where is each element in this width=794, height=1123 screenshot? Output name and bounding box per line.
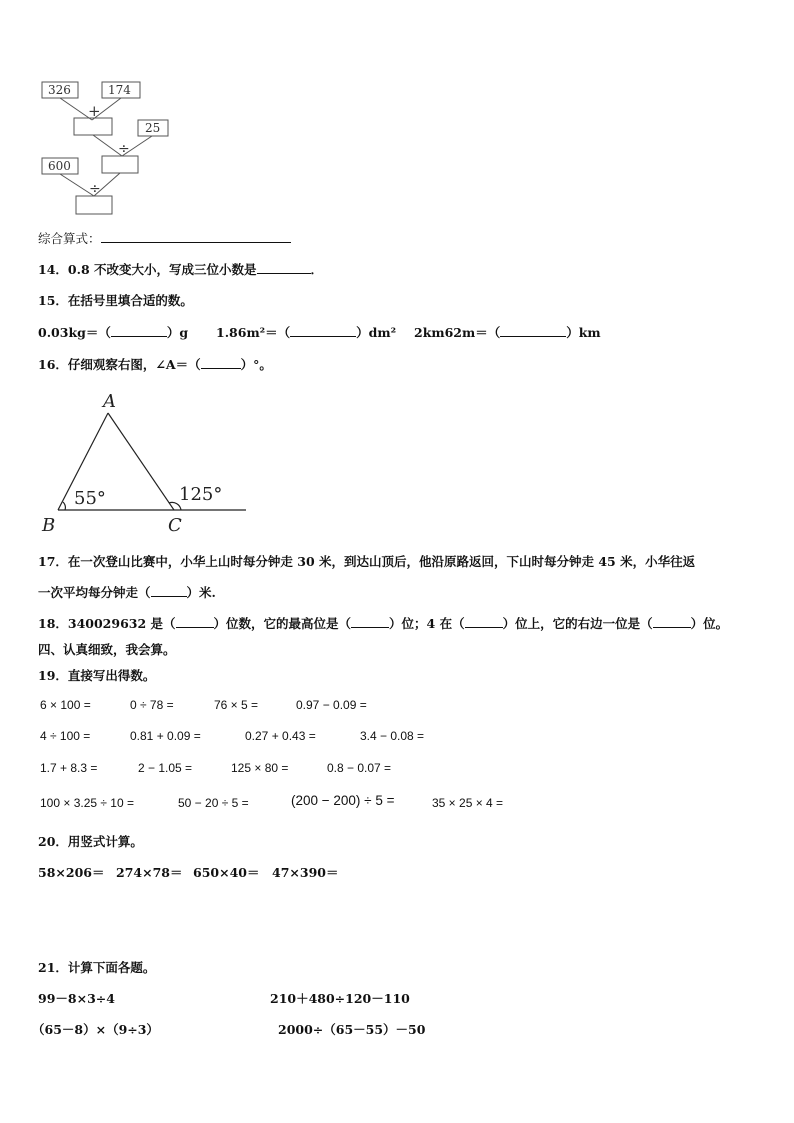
vertex-label-b: B [42, 515, 56, 536]
calculation-item: 99－8×3÷4 [38, 991, 115, 1006]
mental-math-item: 35 × 25 × 4 = [432, 796, 504, 810]
combined-blank [101, 242, 291, 243]
mental-math-item: 76 × 5 = [214, 698, 259, 712]
question-14: 14．0.8 不改变大小，写成三位小数是 ． [38, 262, 324, 277]
section-4-heading: 四、认真细致，我会算。 [38, 642, 176, 657]
question-17-line-1: 17．在一次登山比赛中，小华上山时每分钟走 30 米，到达山顶后，他沿原路返回，下山时每分钟走 45 米，小华往返 [38, 554, 696, 569]
calculation-item: （65－8）×（9÷3） [32, 1022, 159, 1037]
question-15-title: 15．在括号里填合适的数。 [38, 293, 193, 308]
flow-op-divide-2: ÷ [89, 181, 101, 197]
flow-op-plus: + [88, 102, 101, 120]
answer-blank [290, 336, 356, 337]
mental-math-item: 4 ÷ 100 = [40, 729, 91, 743]
answer-blank [151, 596, 187, 597]
angle-label-125: 125° [179, 484, 223, 505]
flow-label-600: 600 [48, 159, 71, 173]
question-15-item-1: 0.03kg＝（ ）g [38, 325, 189, 340]
answer-blank [257, 273, 311, 274]
flow-label-326: 326 [48, 83, 71, 97]
question-20-title: 20．用竖式计算。 [38, 834, 143, 849]
vertical-calc-item: 274×78＝ [116, 865, 183, 880]
question-15-item-2: 1.86m²＝（ ）dm² [216, 325, 397, 340]
answer-blank [111, 336, 167, 337]
answer-blank [465, 627, 503, 628]
answer-blank [176, 627, 214, 628]
mental-math-item: 2 − 1.05 = [138, 761, 193, 775]
calculation-item: 210＋480÷120－110 [270, 991, 410, 1006]
flow-op-divide-1: ÷ [118, 141, 130, 157]
flow-label-174: 174 [108, 83, 131, 97]
mental-math-item: 6 × 100 = [40, 698, 91, 712]
mental-math-item: 1.7 + 8.3 = [40, 761, 98, 775]
flow-box-result [76, 196, 112, 214]
vertical-calc-item: 58×206＝ [38, 865, 105, 880]
mental-math-item: 0.8 − 0.07 = [327, 761, 392, 775]
mental-math-item: (200 − 200) ÷ 5 = [291, 793, 395, 808]
combined-formula [38, 229, 291, 247]
question-16: 16．仔细观察右图，∠A＝（ ）°。 [38, 357, 272, 372]
question-17-line-2: 一次平均每分钟走（ ）米. [38, 585, 216, 600]
answer-blank [653, 627, 691, 628]
flow-label-25: 25 [145, 121, 161, 135]
question-15-item-3: 2km62m＝（ ）km [414, 325, 601, 340]
flow-box-quotient [102, 156, 138, 173]
mental-math-item: 0.81 + 0.09 = [130, 729, 201, 743]
vertex-label-c: C [168, 515, 182, 536]
mental-math-item: 0.27 + 0.43 = [245, 729, 316, 743]
combined-label: 综合算式： [38, 231, 101, 246]
triangle-figure [30, 385, 260, 540]
question-18: 18．340029632 是（ ）位数，它的最高位是（ ）位；4 在（ ）位上，它的右边一位是（ ）位。 [38, 616, 729, 631]
flow-diagram [30, 76, 200, 221]
mental-math-item: 100 × 3.25 ÷ 10 = [40, 796, 134, 810]
mental-math-item: 50 − 20 ÷ 5 = [178, 796, 249, 810]
mental-math-item: 3.4 − 0.08 = [360, 729, 425, 743]
vertical-calc-item: 650×40＝ [193, 865, 260, 880]
answer-blank [500, 336, 566, 337]
answer-blank [201, 368, 241, 369]
mental-math-item: 0 ÷ 78 = [130, 698, 174, 712]
angle-label-55: 55° [74, 488, 106, 509]
vertex-label-a: A [103, 391, 116, 412]
question-21-title: 21．计算下面各题。 [38, 960, 156, 975]
flow-box-sum [74, 118, 112, 135]
answer-blank [351, 627, 389, 628]
vertical-calc-item: 47×390＝ [272, 865, 339, 880]
question-19-title: 19．直接写出得数。 [38, 668, 156, 683]
calculation-item: 2000÷（65－55）－50 [278, 1022, 426, 1037]
mental-math-item: 0.97 − 0.09 = [296, 698, 367, 712]
mental-math-item: 125 × 80 = [231, 761, 289, 775]
